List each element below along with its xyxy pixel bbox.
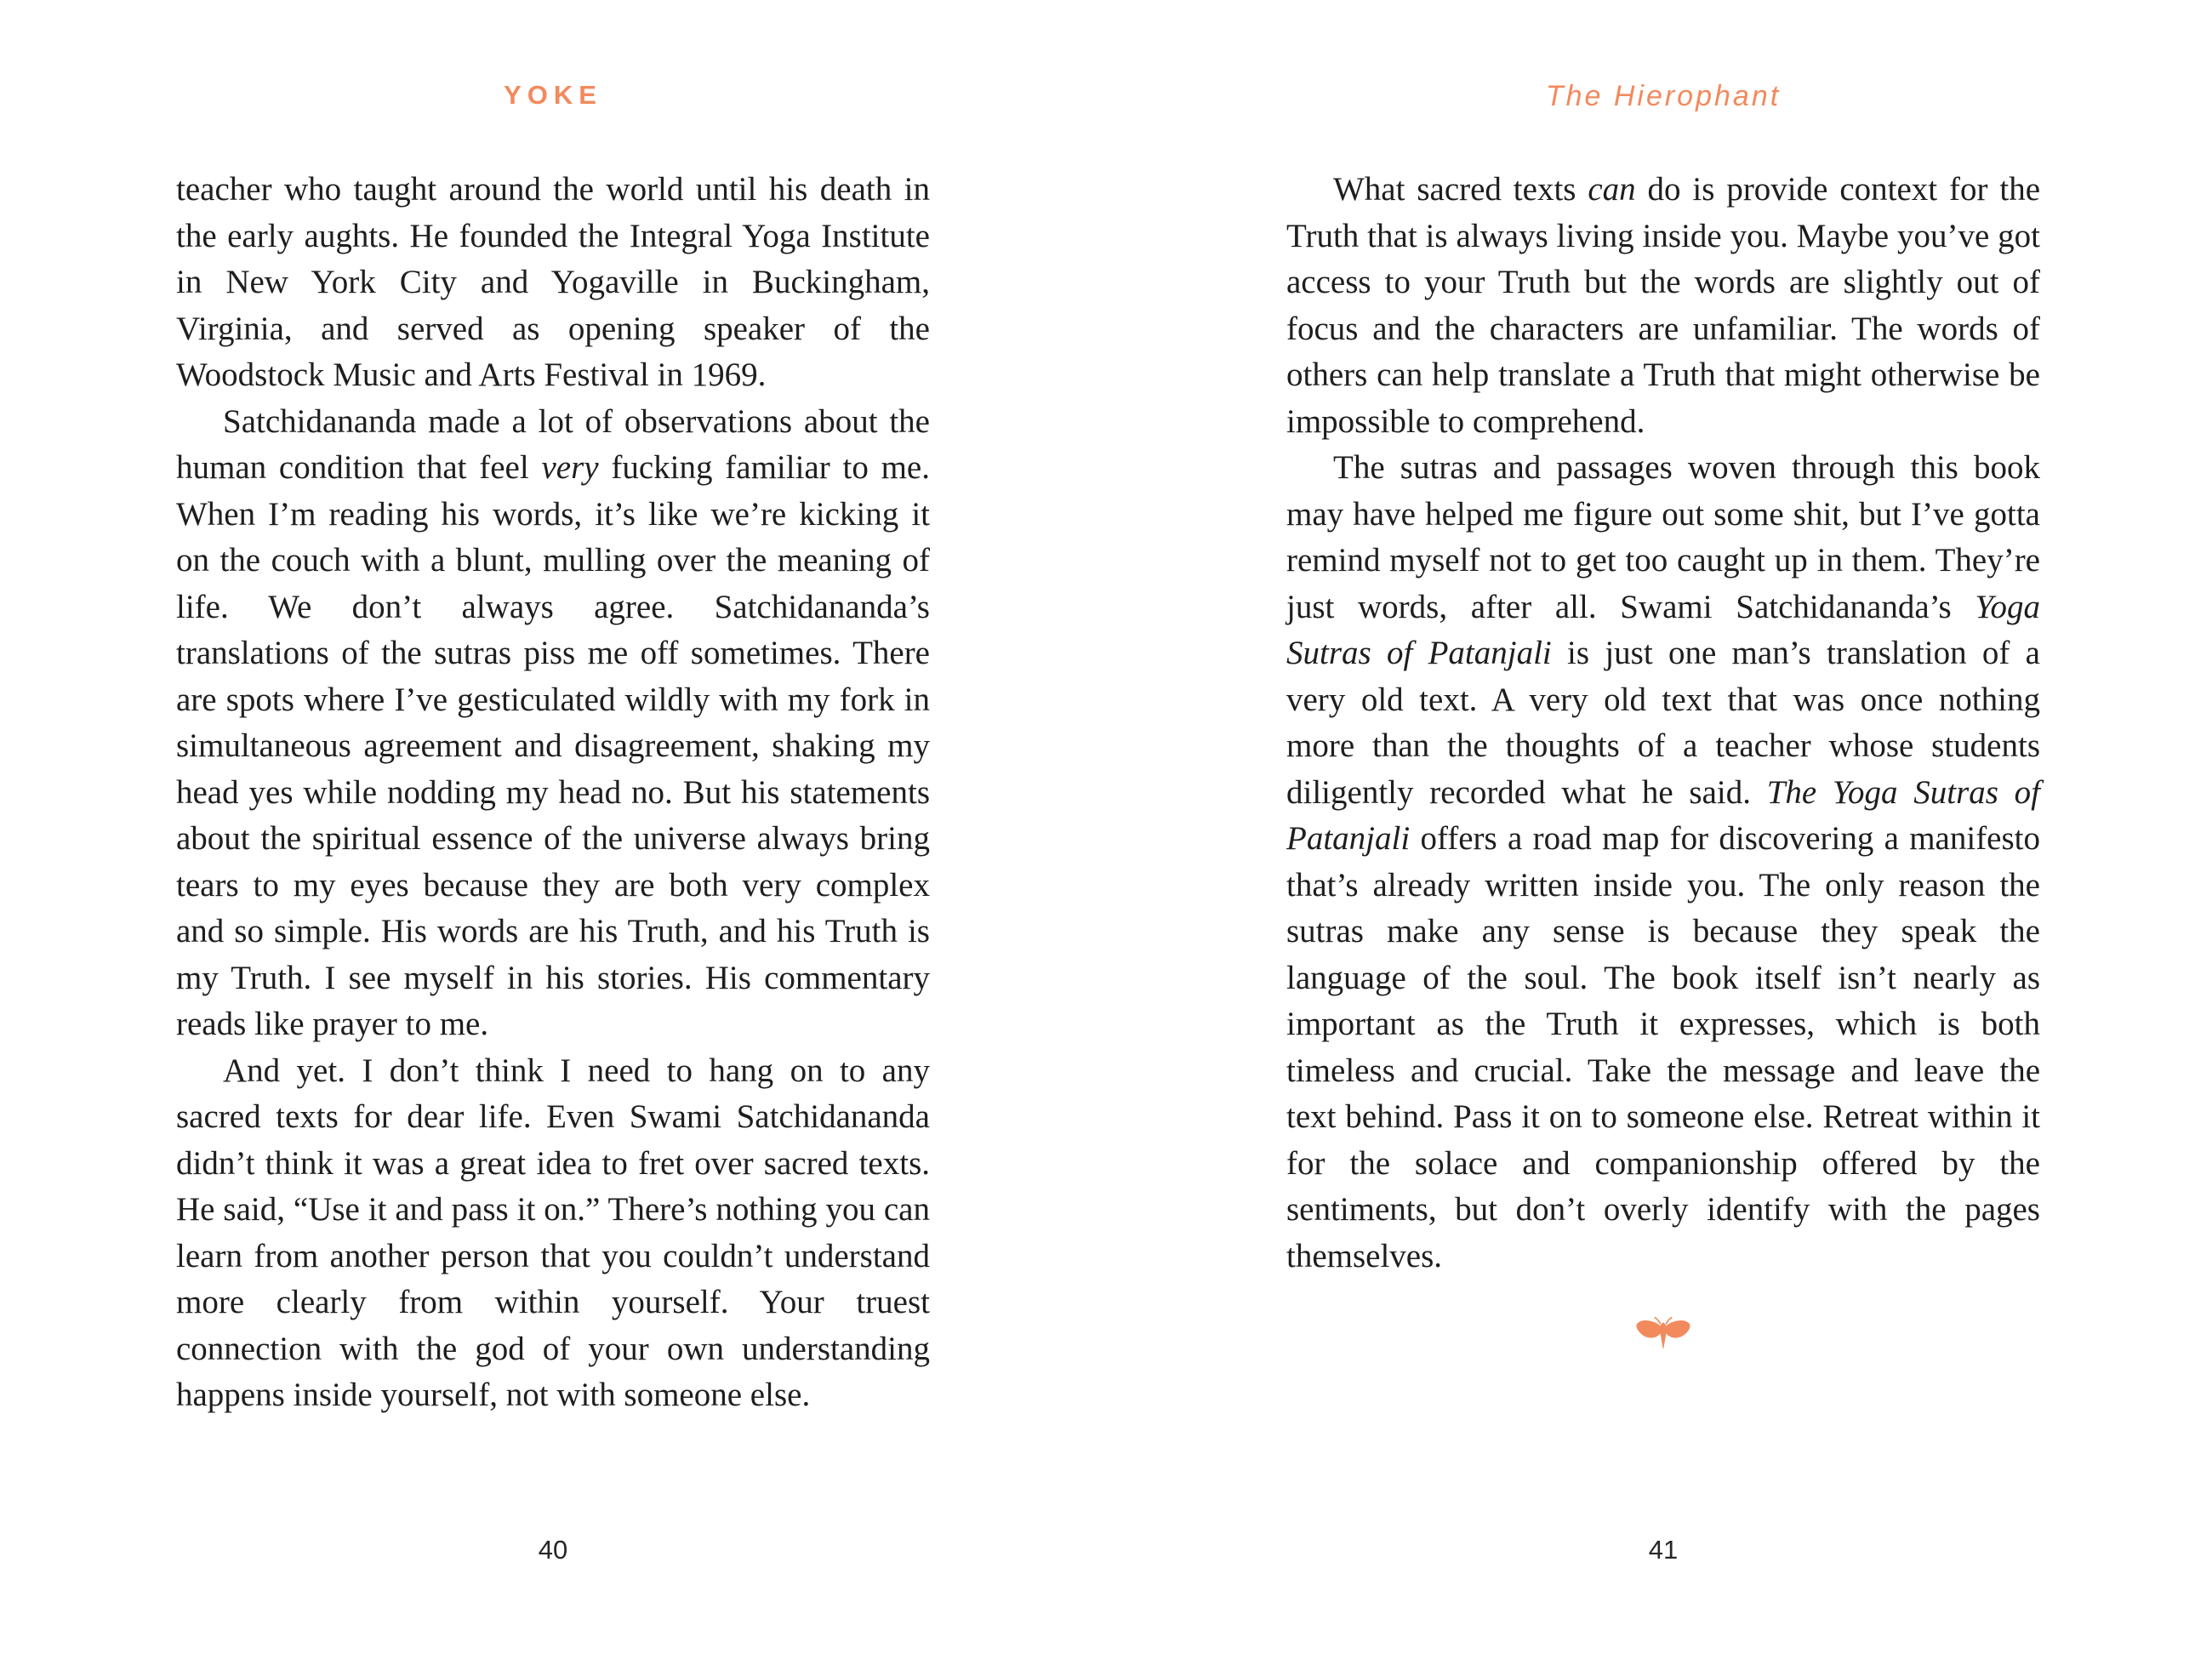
left-page-body (176, 167, 930, 1419)
running-head-chapter-title: The Hierophant (1545, 80, 1782, 112)
moth-icon (1635, 1315, 1691, 1354)
text-run: The sutras and passages woven through this book may have helped me figure out some shit, but I’ve gotta remind myself not to get too caught up in them. They’re just words, after all. Swami Satchidananda’s (1286, 449, 2040, 625)
text-run: is just one man’s translation of a very old text. A very old text that was once nothing more than the thoughts of a teacher whose students diligently recorded what he said. (1286, 635, 2040, 811)
text-run: fucking familiar to me. When I’m reading his words, it’s like we’re kicking it on the couch with a blunt, mulling over the meaning of life. We don’t always agree. Satchidananda’s translations of the sutras piss me off sometimes. There are spots where I’ve gesticulated wildly with my fork in simultaneous agreement and disagreement, shaking my head yes while nodding my head no. But his statements about the spiritual essence of the universe always bring tears to my eyes because they are both very complex and so simple. His words are his Truth, and his Truth is my Truth. I see myself in his stories. His commentary reads like prayer to me. (176, 449, 930, 1042)
page-number-left: 40 (538, 1535, 568, 1565)
text-run: teacher who taught around the world until his death in the early aughts. He founded the Integral Yoga Institute in New York City and Yogaville in Buckingham, Virginia, and served as opening speaker of the Woodstock Music and Arts Festival in 1969. (176, 171, 930, 393)
text-run: What sacred texts (1333, 171, 1588, 208)
italic-text-run: very (541, 449, 599, 486)
page-left (176, 0, 930, 1659)
text-run: offers a road map for discovering a manifesto that’s already written inside you. The only reason the sutras make any sense is because they speak the language of the soul. The book itself isn’t nearly as important as the Truth it expresses, which is both timeless and crucial. Take the message and leave the text behind. Pass it on to someone else. Retreat within it for the solace and companionship offered by the sentiments, but don’t overly identify with the pages themselves. (1286, 820, 2040, 1274)
paragraph (1286, 445, 2040, 1280)
italic-text-run: The Yoga Sutras of Patanjali (1286, 773, 2041, 857)
text-run: And yet. I don’t think I need to hang on to any sacred texts for dear life. Even Swami Satchidananda didn’t think it was a great idea to fret over sacred texts. He said, “Use it and pass it on.” There’s nothing you can learn from another person that you couldn’t understand more clearly from within yourself. Your truest connection with the god of your own understanding happens inside yourself, not with someone else. (176, 1052, 930, 1413)
paragraph (176, 399, 930, 1048)
right-page-body (1286, 167, 2040, 1359)
italic-text-run: Yoga Sutras of Patanjali (1286, 588, 2040, 671)
running-head-book-title: YOKE (504, 80, 602, 110)
text-run: Satchidananda made a lot of observations about the human condition that feel (176, 402, 930, 486)
page-number-right: 41 (1648, 1535, 1679, 1565)
paragraph (1286, 167, 2040, 445)
ornament-row (1286, 1315, 2040, 1359)
page-right (1286, 0, 2040, 1659)
paragraph (176, 1048, 930, 1419)
italic-text-run: can (1588, 171, 1636, 208)
text-run: do is provide context for the Truth that is always living inside you. Maybe you’ve got access to your Truth but the words are slightly out of focus and the characters are unfamiliar. The words of others can help translate a Truth that might otherwise be impossible to comprehend. (1286, 171, 2040, 440)
paragraph (176, 167, 930, 399)
